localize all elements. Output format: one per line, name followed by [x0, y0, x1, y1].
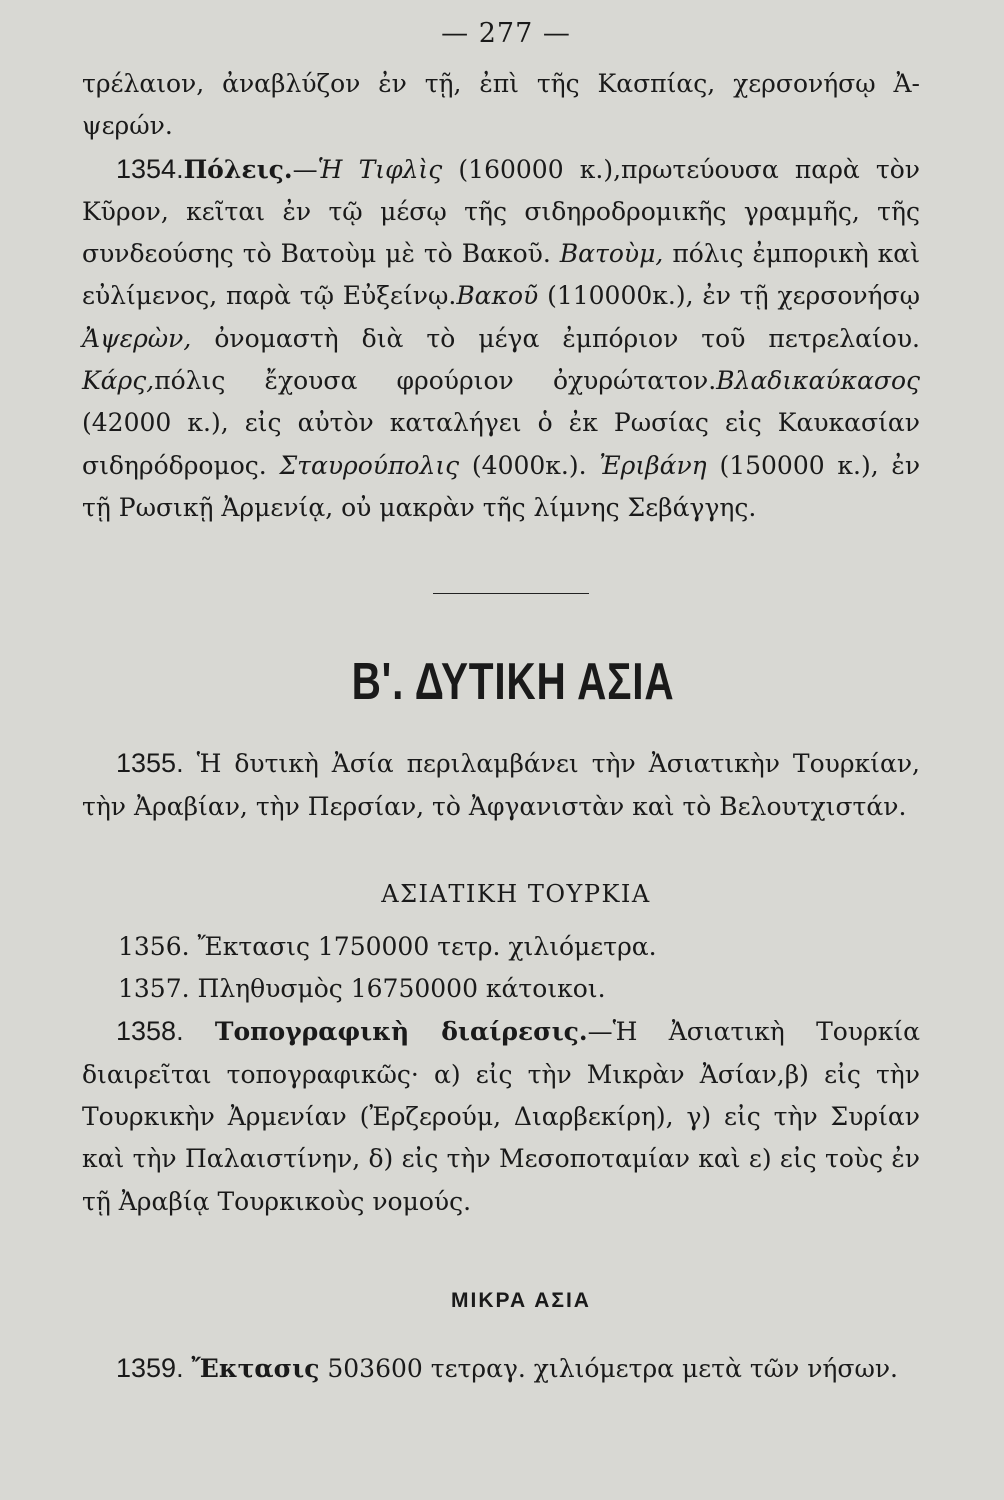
city-name: Ἀψερὼν,: [82, 323, 192, 353]
intro-paragraph: τρέλαιον, ἀναβλύζον ἐν τῇ, ἐπὶ τῆς Κασπίας, χερσονήσῳ Ἀ-ψερών.: [82, 69, 920, 141]
paragraph-term: Πληθυσμὸς: [197, 974, 343, 1004]
subheading-minor-asia: ΜΙΚΡΑ ΑΣΙΑ: [451, 1288, 591, 1312]
paragraph-number: 1358.: [116, 1016, 184, 1047]
paragraph-text: 1750000 τετρ. χιλιόμετρα.: [317, 931, 657, 961]
city-name: Ἐριβάνη: [599, 450, 707, 480]
city-name: Βακοῦ: [456, 281, 539, 311]
paragraph-term: Πόλεις.: [183, 154, 293, 184]
paragraph-term: Ἔκτασις: [197, 931, 310, 961]
city-name: Κάρς,: [82, 366, 155, 396]
paragraph-1358: [82, 1010, 920, 1222]
section-heading: Β'. ΔΥΤΙΚΗ ΑΣΙΑ: [351, 653, 675, 712]
paragraph-1355: [82, 742, 920, 828]
paragraph-number: 1357.: [118, 974, 190, 1004]
paragraph-number: 1356.: [118, 931, 190, 961]
paragraph-1356: [82, 926, 920, 968]
city-name: Βλαδικαύκασος: [716, 366, 920, 396]
section-divider: [433, 593, 589, 594]
paragraph-term: Ἔκτασις: [191, 1353, 320, 1383]
city-name: Σταυρούπολις: [279, 450, 460, 480]
paragraph-text: 503600 τετραγ. χιλιόμετρα μετὰ τῶν νήσων.: [327, 1353, 898, 1383]
city-name: Βατοὺμ,: [559, 239, 664, 269]
paragraph-number: 1355.: [116, 748, 184, 779]
em-dash: —: [292, 154, 318, 184]
paragraph-text: πόλις ἐμπορικὴ καὶ εὐλίμενος, παρὰ τῷ Εὐξείνῳ.: [82, 239, 920, 311]
city-name: Ἡ Τιφλὶς: [317, 154, 443, 184]
paragraph-text: 16750000 κάτοικοι.: [350, 974, 606, 1004]
paragraph-number: 1354.: [116, 153, 184, 184]
paragraph-text: (160000 κ.),πρωτεύουσα παρὰ τὸν Κῦρον, κεῖται ἐν τῷ μέσῳ τῆς σιδηροδρομικῆς γραμμῆς, τῆς συνδεούσης τὸ Βατοὺμ μὲ τὸ Βακοῦ.: [82, 154, 921, 269]
paragraph-term: Τοπογραφικὴ διαίρεσις.: [214, 1017, 588, 1047]
paragraph-text: (4000κ.).: [471, 450, 587, 480]
page-number: — 277 —: [441, 18, 571, 49]
paragraph-1359: [82, 1347, 920, 1390]
paragraph-text: (150000 κ.), ἐν τῇ Ρωσικῇ Ἀρμενίᾳ, οὐ μακρὰν τῆς λίμνης Σεβάγγης.: [82, 450, 921, 522]
paragraph-text: πόλις ἔχουσα φρούριον ὀχυρώτατον.: [154, 366, 717, 396]
paragraph-text: —Ἡ Ἀσιατικὴ Τουρκία διαιρεῖται τοπογραφικῶς· α) εἰς τὴν Μικρὰν Ἀσίαν,β) εἰς τὴν Τουρκικὴν Ἀρμενίαν (Ἐρζερούμ, Διαρβεκίρη), γ) εἰς τὴν Συρίαν καὶ τὴν Παλαιστίνην, δ) εἰς τὴν Μεσοποταμίαν καὶ ε) εἰς τοὺς ἐν τῇ Ἀραβίᾳ Τουρκικοὺς νομούς.: [82, 1017, 921, 1216]
paragraph-text: (42000 κ.), εἰς αὐτὸν καταλήγει ὁ ἐκ Ρωσίας εἰς Καυκασίαν σιδηρόδρομος.: [82, 408, 920, 480]
paragraph-1354: [82, 148, 920, 530]
paragraph-1357: [82, 968, 920, 1010]
paragraph-number: 1359.: [116, 1352, 184, 1383]
paragraph-text: ὀνομαστὴ διὰ τὸ μέγα ἐμπόριον τοῦ πετρελαίου.: [214, 323, 920, 353]
paragraph-text: Ἡ δυτικὴ Ἀσία περιλαμβάνει τὴν Ἀσιατικὴν Τουρκίαν, τὴν Ἀραβίαν, τὴν Περσίαν, τὸ Ἀφγανιστὰν καὶ τὸ Βελουτχιστάν.: [82, 749, 920, 821]
paragraph-text: (110000κ.), ἐν τῇ χερσονήσῳ: [547, 281, 920, 311]
subheading-asiatic-turkey: ΑΣΙΑΤΙΚΗ ΤΟΥΡΚΙΑ: [381, 879, 651, 908]
